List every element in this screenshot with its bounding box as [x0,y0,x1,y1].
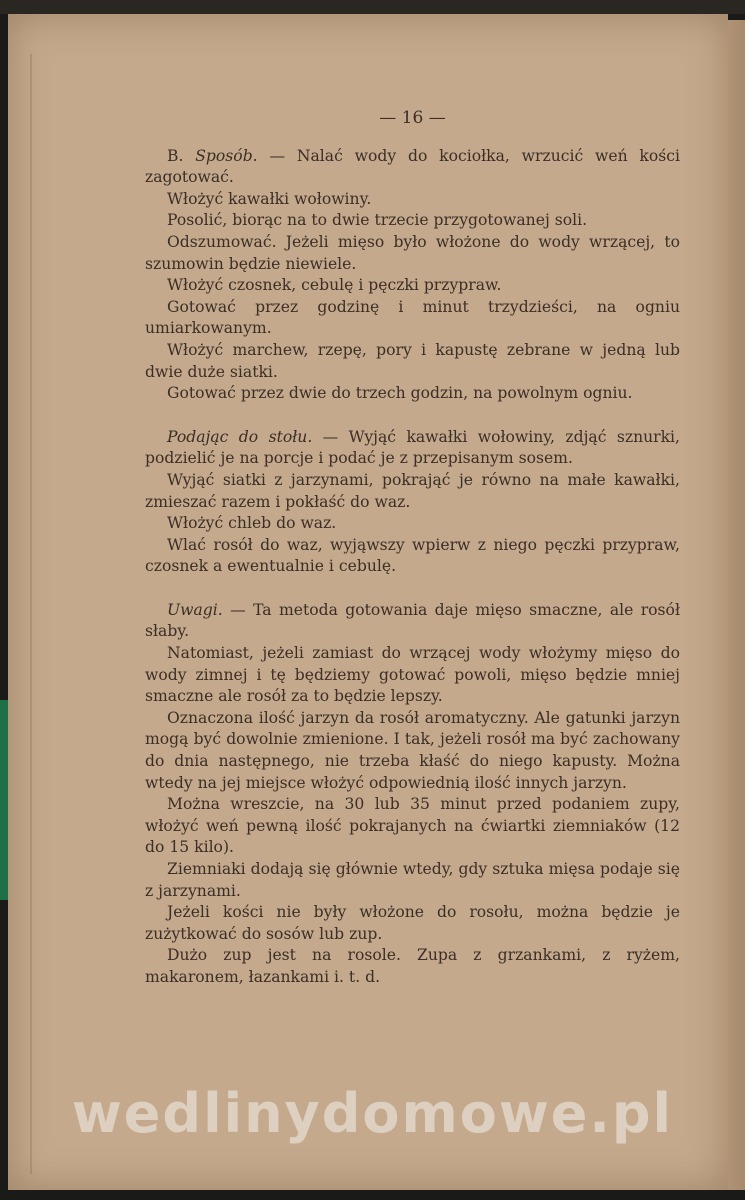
section-b-paragraph: Gotować przez godzinę i minut trzydzieści, na ogniu umiarkowanym. [145,297,680,338]
serving-heading: Podając do stołu. [167,427,313,446]
spacer [145,578,680,600]
notes-paragraph: Ziemniaki dodają się głównie wtedy, gdy sztuka mięsa podaje się z jarzynami. [145,860,680,900]
section-b-paragraph: Odszumować. Jeżeli mięso było włożone do wody wrzącej, to szumowin będzie niewiele. [145,232,680,273]
serving-paragraph: Wyjąć siatki z jarzynami, pokrająć je równo na małe kawałki, zmieszać razem i pokłaść do waz. [145,470,680,511]
notes-text: — Ta metoda gotowania daje mięso smaczne, ale rosół słaby. [145,600,680,641]
section-b-paragraph: Włożyć marchew, rzepę, pory i kapustę zebrane w jedną lub dwie duże siatki. [145,340,680,381]
notes-paragraph: Oznaczona ilość jarzyn da rosół aromatyczny. Ale gatunki jarzyn mogą być dowolnie zmienione. I tak, jeżeli rosół ma być zachowany do dnia następnego, nie trzeba kłaść do niego kapusty. Można wtedy na jej miejsce włożyć odpowiednią ilość innych jarzyn. [145,708,680,792]
section-b-paragraph: Gotować przez dwie do trzech godzin, na powolnym ogniu. [167,384,633,403]
serving-intro [145,427,680,470]
page-number: — 16 — [379,108,446,128]
notes-intro [145,600,680,643]
section-b-paragraph: Posolić, biorąc na to dwie trzecie przygotowanej soli. [167,211,588,230]
serving-text: — Wyjąć kawałki wołowiny, zdjąć sznurki, podzielić je na porcje i podać je z przepisanym sosem. [145,427,680,468]
section-b-paragraph: Włożyć kawałki wołowiny. [167,189,372,208]
spacer [145,405,680,427]
notes-paragraph: Natomiast, jeżeli zamiast do wrzącej wody włożymy mięso do wody zimnej i tę będziemy gotować powoli, mięso będzie mniej smaczne ale rosół za to będzie lepszy. [145,644,680,706]
notes-paragraph: Dużo zup jest na rosole. Zupa z grzankami, z ryżem, makaronem, łazankami i. t. d. [145,946,680,986]
notes-paragraph: Jeżeli kości nie były włożone do rosołu, można będzie je zużytkować do sosów lub zup. [145,903,680,943]
section-b-paragraph: Włożyć czosnek, cebulę i pęczki przypraw. [167,276,502,295]
section-b-text: — Nalać wody do kociołka, wrzucić weń kości zagotować. [145,146,680,187]
section-b-intro [145,146,680,189]
notes-heading: Uwagi. [167,600,223,619]
serving-paragraph: Włożyć chleb do waz. [167,514,337,533]
page-content [145,108,680,989]
section-b-label: B. [167,146,184,165]
background-top [0,0,745,14]
serving-paragraph: Wlać rosół do waz, wyjąwszy wpierw z niego pęczki przypraw, czosnek a ewentualnie i cebulę. [145,535,680,576]
notes-paragraph: Można wreszcie, na 30 lub 35 minut przed podaniem zupy, włożyć weń pewną ilość pokrajanych na ćwiartki ziemniaków (12 do 15 kilo). [145,795,680,857]
watermark: wedlinydomowe.pl [71,1082,674,1145]
page-fold-shadow [30,54,32,1174]
section-b-heading: Sposób. [195,146,258,165]
